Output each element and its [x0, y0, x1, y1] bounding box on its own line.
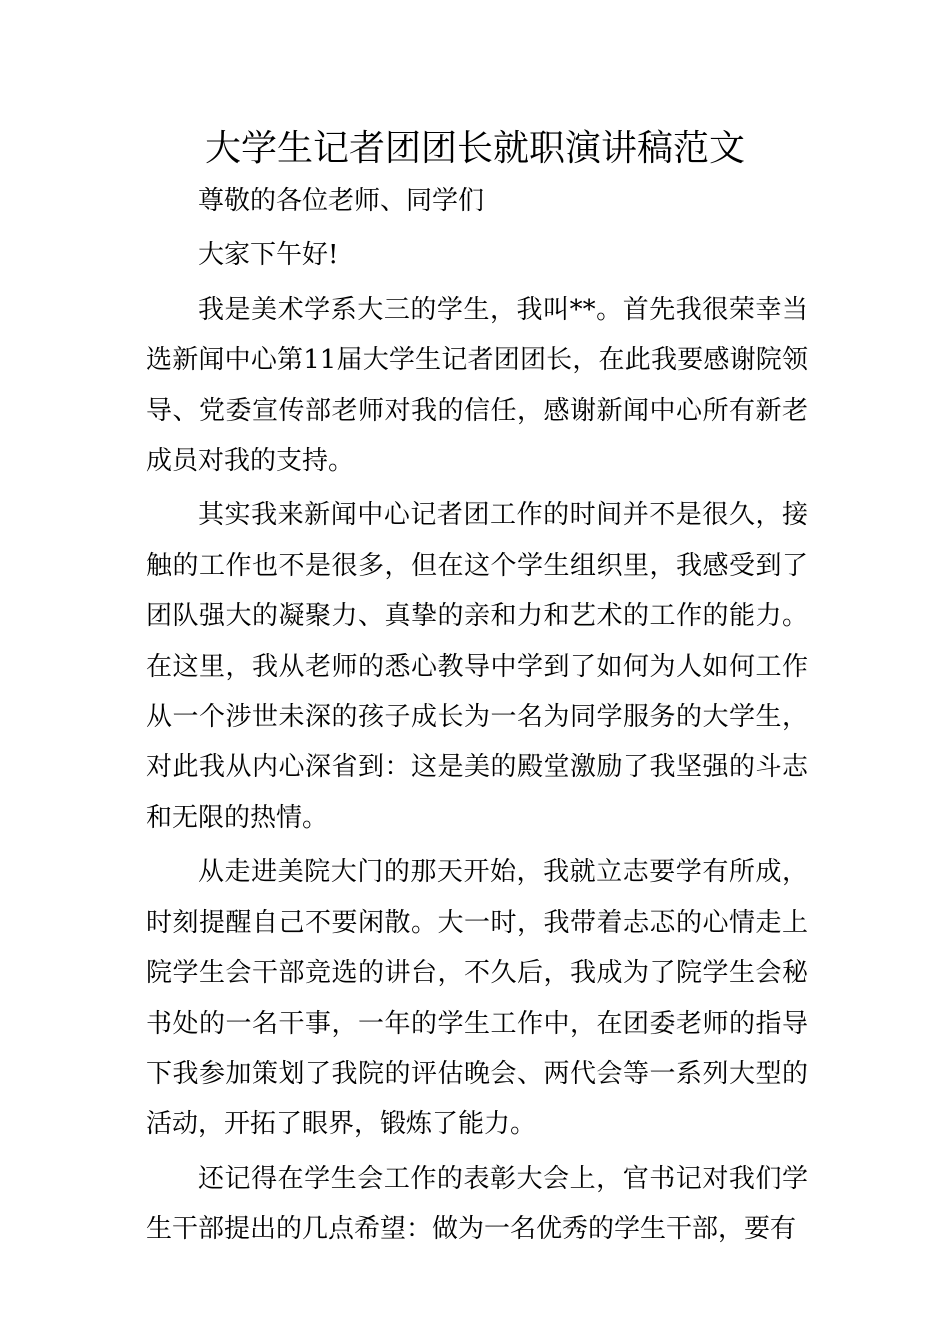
document-body: [146, 176, 808, 1259]
paragraph-commendation: 还记得在学生会工作的表彰大会上，官书记对我们学生干部提出的几点希望：做为一名优秀的学生干部，要有: [146, 1163, 808, 1245]
paragraph-salutation: 尊敬的各位老师、同学们: [198, 186, 485, 216]
paragraph-greeting: 大家下午好!: [198, 240, 339, 271]
paragraph-introduction: 我是美术学系大三的学生，我叫**。首先我很荣幸当选新闻中心第11届大学生记者团团长，在此我要感谢院领导、党委宣传部老师对我的信任，感谢新闻中心所有新老成员对我的支持。: [146, 294, 808, 477]
document-title: 大学生记者团团长就职演讲稿范文: [204, 128, 745, 169]
paragraph-experience: 其实我来新闻中心记者团工作的时间并不是很久，接触的工作也不是很多，但在这个学生组织里，我感受到了团队强大的凝聚力、真挚的亲和力和艺术的工作的能力。在这里，我从老师的悉心教导中学到了如何为人如何工作从一个涉世未深的孩子成长为一名为同学服务的大学生，对此我从内心深省到：这是美的殿堂激励了我坚强的斗志和无限的热情。: [146, 500, 808, 833]
paragraph-history: 从走进美院大门的那天开始，我就立志要学有所成，时刻提醒自己不要闲散。大一时，我带着忐忑的心情走上院学生会干部竞选的讲台，不久后，我成为了院学生会秘书处的一名干事，一年的学生工作中，在团委老师的指导下我参加策划了我院的评估晚会、两代会等一系列大型的活动，开拓了眼界，锻炼了能力。: [146, 857, 808, 1140]
